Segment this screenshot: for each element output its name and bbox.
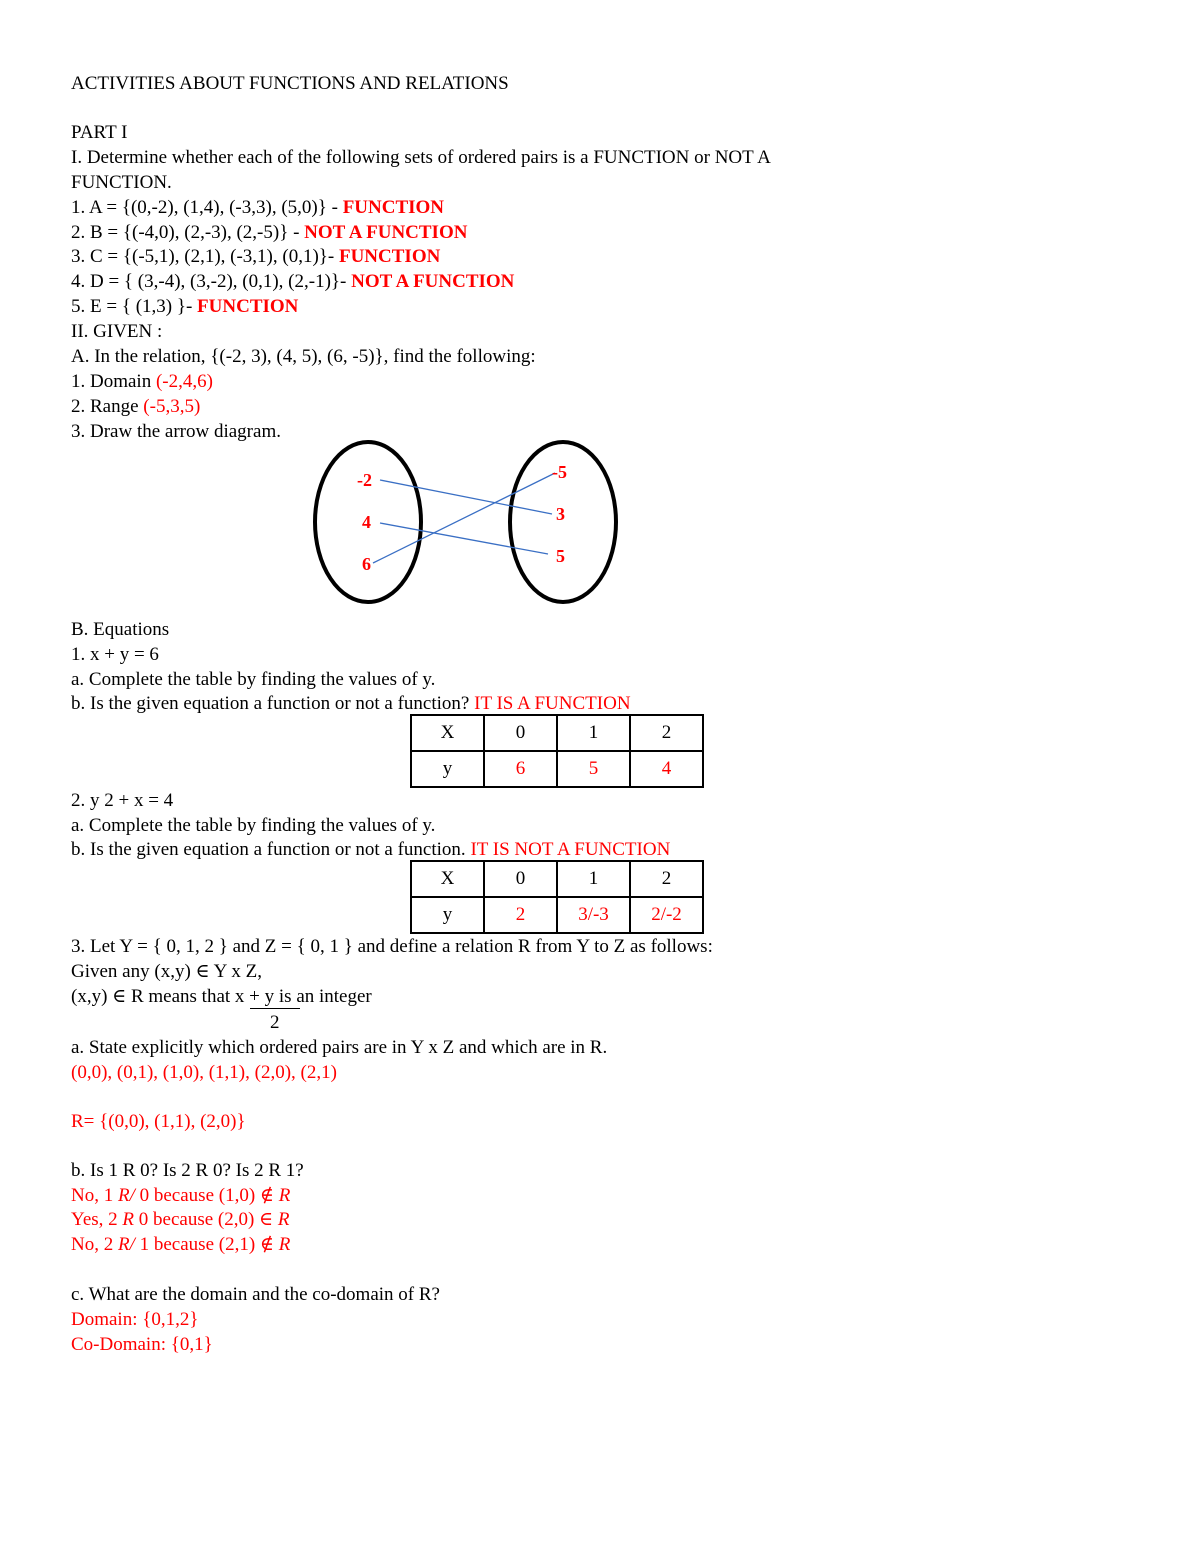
answer-text: No, 2 — [71, 1234, 118, 1255]
equations-heading: B. Equations — [71, 619, 170, 640]
domain-element: -2 — [357, 470, 372, 490]
y-cell: 3/-3 — [557, 897, 630, 933]
x-cell: 2 — [630, 715, 703, 751]
y-cell: 2/-2 — [630, 897, 703, 933]
range-question: 2. Range — [71, 396, 144, 417]
answer-text: 0 because (2,0) ∈ — [134, 1209, 278, 1230]
set-item — [71, 271, 514, 293]
domain-answer: (-2,4,6) — [155, 371, 213, 392]
set-answer: NOT A FUNCTION — [351, 271, 515, 292]
set-symbol: R — [278, 1185, 291, 1206]
answer-text: 1 because (2,1) ∉ — [134, 1234, 279, 1255]
equation-1: 1. x + y = 6 — [71, 644, 159, 665]
set-item — [71, 296, 298, 318]
answer-text: No, 1 — [71, 1185, 118, 1206]
mapping-line — [380, 523, 548, 554]
set-item — [71, 222, 467, 244]
set-answer: NOT A FUNCTION — [304, 222, 468, 243]
y-cell: 6 — [484, 751, 557, 787]
range-answer: (-5,3,5) — [143, 396, 201, 417]
eq1-question: b. Is the given equation a function or not a function? — [71, 693, 475, 714]
eq1-table — [410, 714, 704, 788]
eq2-part-a: a. Complete the table by finding the values of y. — [71, 815, 436, 836]
eq3-pairs-answer: (0,0), (0,1), (1,0), (1,1), (2,0), (2,1) — [71, 1062, 337, 1083]
equation-3: 3. Let Y = { 0, 1, 2 } and Z = { 0, 1 } and define a relation R from Y to Z as follows: — [71, 936, 713, 957]
relation-symbol: R — [122, 1209, 135, 1230]
x-cell: 1 — [557, 861, 630, 897]
draw-prompt: 3. Draw the arrow diagram. — [71, 421, 281, 442]
set-answer: FUNCTION — [338, 246, 441, 267]
y-cell: 2 — [484, 897, 557, 933]
eq3-part-a: a. State explicitly which ordered pairs are in Y x Z and which are in R. — [71, 1037, 608, 1058]
set-question: 4. D = { (3,-4), (3,-2), (0,1), (2,-1)}- — [71, 271, 352, 292]
set-item — [71, 197, 444, 219]
range-element: 3 — [556, 504, 565, 524]
mapping-line — [380, 480, 552, 514]
fraction-denominator: 2 — [270, 1012, 280, 1033]
eq2-question: b. Is the given equation a function or not a function. — [71, 839, 471, 860]
eq3-condition — [71, 986, 372, 1008]
set-symbol: R — [277, 1209, 290, 1230]
relation-symbol: R/ — [117, 1185, 135, 1206]
condition-prefix: (x,y) ∈ R means that — [71, 986, 235, 1007]
domain-element: 4 — [362, 512, 371, 532]
set-symbol: R — [278, 1234, 291, 1255]
answer-text: Yes, 2 — [71, 1209, 123, 1230]
part-heading: PART I — [71, 122, 128, 143]
set-question: 2. B = {(-4,0), (2,-3), (2,-5)} - — [71, 222, 305, 243]
eq3-b-answer — [71, 1234, 290, 1256]
eq3-b-answer — [71, 1185, 290, 1207]
y-header: y — [411, 751, 484, 787]
eq3-codomain-answer: Co-Domain: {0,1} — [71, 1334, 213, 1355]
eq1-part-a: a. Complete the table by finding the values of y. — [71, 669, 436, 690]
answer-text: 0 because (1,0) ∉ — [134, 1185, 279, 1206]
range-element: -5 — [552, 462, 567, 482]
eq3-part-c: c. What are the domain and the co-domain of R? — [71, 1284, 440, 1305]
domain-line — [71, 371, 213, 393]
eq2-table — [410, 860, 704, 934]
mapping-line — [373, 473, 555, 563]
fraction-bar — [250, 1008, 300, 1009]
condition-suffix: is an integer — [274, 986, 372, 1007]
x-header: X — [411, 861, 484, 897]
x-cell: 0 — [484, 861, 557, 897]
y-cell: 5 — [557, 751, 630, 787]
set-question: 1. A = {(0,-2), (1,4), (-3,3), (5,0)} - — [71, 197, 343, 218]
table-row — [411, 897, 703, 933]
arrow-diagram — [305, 440, 625, 610]
domain-question: 1. Domain — [71, 371, 156, 392]
set-question: 3. C = {(-5,1), (2,1), (-3,1), (0,1)}- — [71, 246, 339, 267]
table-row — [411, 715, 703, 751]
page-title: ACTIVITIES ABOUT FUNCTIONS AND RELATIONS — [71, 73, 509, 94]
range-element: 5 — [556, 546, 565, 566]
domain-element: 6 — [362, 554, 371, 574]
eq1-answer: IT IS A FUNCTION — [474, 693, 631, 714]
eq1-part-b — [71, 693, 631, 715]
relation-symbol: R/ — [117, 1234, 135, 1255]
x-cell: 2 — [630, 861, 703, 897]
eq2-answer: IT IS NOT A FUNCTION — [470, 839, 671, 860]
eq3-domain-answer: Domain: {0,1,2} — [71, 1309, 199, 1330]
y-header: y — [411, 897, 484, 933]
eq3-part-b: b. Is 1 R 0? Is 2 R 0? Is 2 R 1? — [71, 1160, 304, 1181]
set-answer: FUNCTION — [197, 296, 299, 317]
eq3-given: Given any (x,y) ∈ Y x Z, — [71, 961, 263, 982]
set-question: 5. E = { (1,3) }- — [71, 296, 198, 317]
x-cell: 0 — [484, 715, 557, 751]
fraction-numerator: x + y — [234, 986, 275, 1007]
table-row — [411, 751, 703, 787]
y-cell: 4 — [630, 751, 703, 787]
section1-prompt: I. Determine whether each of the following sets of ordered pairs is a FUNCTION or NOT A — [71, 147, 771, 168]
section1-prompt-cont: FUNCTION. — [71, 172, 172, 193]
eq3-b-answer — [71, 1209, 289, 1231]
x-header: X — [411, 715, 484, 751]
section2-heading: II. GIVEN : — [71, 321, 163, 342]
eq3-relation-answer: R= {(0,0), (1,1), (2,0)} — [71, 1111, 246, 1132]
table-row — [411, 861, 703, 897]
range-line — [71, 396, 200, 418]
set-answer: FUNCTION — [342, 197, 445, 218]
x-cell: 1 — [557, 715, 630, 751]
equation-2: 2. y 2 + x = 4 — [71, 790, 174, 811]
relation-prompt: A. In the relation, {(-2, 3), (4, 5), (6, -5)}, find the following: — [71, 346, 536, 367]
set-item — [71, 246, 440, 268]
eq2-part-b — [71, 839, 670, 861]
